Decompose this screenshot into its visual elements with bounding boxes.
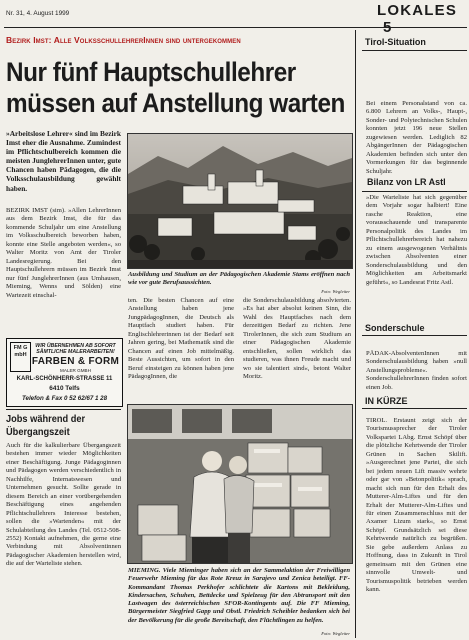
ad-address: KARL-SCHÖNHERR-STRASSE 11 — [16, 376, 113, 382]
sidebar-title-sonderschule: Sonderschule — [365, 323, 425, 333]
ad-city: 6410 Telfs — [49, 385, 80, 392]
ad-claim-line-2: SÄMTLICHE MALERARBEITEN! — [36, 349, 115, 356]
sidebar-text-sonderschule: PÄDAK-AbsolventenInnen mit Sonderschulausbildung haben »null Anstellungsprobleme«. SonderschullehrerInnen finden sofort einen Job. — [366, 350, 467, 391]
ad-phone: Telefon & Fax 0 52 62/67 1 28 — [21, 395, 108, 402]
photo2-caption: MIEMING. Viele Mieminger haben sich an der Sammelaktion der Freiwilligen Feuerwehr Mieming für das Rote Kreuz in Sarajevo und Zenica beteiligt. FF-Kommandant Thomas Perkhofer schlichtete die Kartons mit Bekleidung, Kindersachen, Schuhen, Bettdecke und Spielzeug für den Abtransport mit den Lastwagen des österreichischen SFOR-Kontingents auf. Die FF Mieming, Bürgermeister Siegfried Gapp und Obstl. Friedrich Scheibler bedanken sich bei der Bevölkerung für die große Bereitschaft, den Flüchtlingen zu helfen. — [128, 567, 350, 624]
section-name: LOKALES — [377, 2, 458, 19]
photo1-credit: Foto: Wegleiter — [321, 289, 350, 294]
headline-line-2: müssen auf Anstellung warten — [6, 88, 345, 118]
photo1-caption: Ausbildung und Studium an der Pädagogischen Akademie Stams eröffnen nach wie vor gute Berufsaussichten. — [128, 271, 350, 287]
sidebar-title-bilanz: Bilanz von LR Astl — [367, 177, 446, 187]
left-article-rule — [6, 409, 121, 410]
ad-logo — [10, 342, 31, 372]
ad-logo-text: FM GmbH — [13, 345, 28, 358]
sidebar-divider — [355, 30, 356, 638]
ad-farben-form — [6, 338, 123, 407]
article-column-1: BEZIRK IMST (sim). »Allen LehrerInnen aus dem Bezirk Imst, die für das kommende Schuljahr um eine Anstellung im Volksschulbereich beworben haben, konnte eine Stelle angeboten werden«, so Walter Moritz von Amt der Tiroler Landesregierung. Bei den Hauptschullehrern müssen im Bezirk Imst nur fünf JunglehrerInnen (aus Umhausen, Mieming, Wenns und Sölden) eine Wartezeit einschal- — [6, 207, 121, 299]
sidebar-title-tirol-situation: Tirol-Situation — [365, 37, 426, 47]
article-column-3: die Sonderschulausbildung absolvierten. »Es hat aber absolut keinen Sinn, die Wahl des Hauptfaches nach dem derzeitigen Bedarf zu richten. Jene TirolerInnen, die sich zum Studium an einer Pädagogischen Akademie entschließen, sollen wirklich das studieren, was ihnen Freude macht und wo sie talentiert sind«, betont Walter Moritz. — [243, 297, 351, 381]
sidebar-text-tirol-situation: Bei einem Personalstand von ca. 6.800 Lehrern an Volks-, Haupt-, Sonder- und Polytechnischen Schulen konnten jetzt 196 neue Stellen zugewiesen werden. Lediglich 82 AbgängerInnen der Pädagogischen Akademien befinden sich unter den Vormerkungen für das beginnende Schuljahr. — [366, 100, 467, 175]
kicker: Bezirk Imst: Alle VolksschullehrerInnen sind untergekommen — [6, 35, 241, 45]
left-article-body: Auch für die kalkulierbare Übergangszeit bestehen immer wieder Möglichkeiten einer Beschäftigung. Junge Pädagoginnen und Pädagogen werden verschiedentlich in Nachhilfe, Internatswesen und Unternehmen gesucht. Sollte gerade in diesem Bereich an einer vorübergehenden Beschäftigung eines angehenden Pflichtschullehrers Interesse bestehen, sollen die »Wartenden« mit der Schulabteilung des Landes (Tel. 0512-508-2552) Kontakt aufnehmen, die gerne eine Verbindung mit Absolventinnen Pädagogischer Akademien herstellen wird, die auf der Warteliste stehen. — [6, 442, 121, 568]
ad-subtitle: MALER GMBH — [60, 368, 91, 373]
left-article-headline: Jobs während der Übergangszeit — [6, 413, 86, 438]
sidebar-rule-1 — [362, 50, 467, 51]
article-column-2: ten. Die besten Chancen auf eine Anstellung haben jene JungpädagogInnen, die Deutsch als Hauptfach studiert haben. Für Englischlehrerinnen ist der Bedarf seit Jahren gering, bei Mathematik sind die Chancen auf einen Job mittelmäßig. Beste Aussichten, um sofort in den Beruf einsteigen zu können haben jene PädagogInnen, die — [128, 297, 234, 381]
ad-claim — [31, 343, 120, 355]
header-rule — [4, 27, 467, 28]
photo2-credit: Foto: Wegleiter — [321, 631, 350, 636]
date-line: Nr. 31, 4. August 1999 — [6, 10, 70, 17]
sidebar-rule-4 — [362, 408, 467, 409]
sidebar-text-in-kuerze: TIROL. Erstaunt zeigt sich der Tourismussprecher der Tiroler Volkspartei LAbg. Ernst Schöpf über die plötzliche Kehrtwende der Tiroler Grünen in Sachen Skilift. »Ausgerechnet jene Partei, die sich bei jedem neuen Lift massiv wehrte oder gar von »Betonpolitik« sprach, macht sich nun für den Erhalt des Mutterer-Alm-Liftes und für den Erhalt der Mutterer-Alm-Liftes und für einen Zusammenschluss mit der Axamer Lizum stark«, so Ernst Schöpf. Grundsätzlich sei diese Kehrtwende natürlich zu begrüßen. Sie gebe außerdem Anlass zu Hoffnung, dass in Zukunft in Tirol gemeinsam mit den Grünen eine sinnvolle Umwelt- und Tourismuspolitik betrieben werden kann. — [366, 417, 467, 594]
lead-paragraph: »Arbeitslose Lehrer« sind im Bezirk Imst eher die Ausnahme. Zumindest im Pflichtschulbereich kommen die meisten JunglehrerInnen unter, gute Chancen haben Pädagogen, die die Volksschulausbildung gewählt haben. — [6, 129, 121, 193]
headline-line-1: Nur fünf Hauptschullehrer — [6, 57, 296, 87]
sidebar-text-bilanz: »Die Warteliste hat sich gegenüber dem Vorjahr sogar halbiert! Eine rasche Reaktion, eine vorausschauende und transparente Personalpolitik des Landes im Pflichtschullehrerbereich hat nahezu zu einem ausgewogenen Verhältnis zwischen Absolventen einer Sonderschulausbildung und den Möglichkeiten am Arbeitsmarkt geführt«, so Landesrat Fritz Astl. — [366, 194, 467, 286]
sidebar-title-in-kuerze: IN KÜRZE — [365, 396, 408, 406]
ad-company: FARBEN & FORM — [31, 356, 120, 367]
headline — [6, 57, 345, 119]
sidebar-rule-2 — [362, 191, 467, 192]
photo-stams-academy — [127, 133, 353, 269]
photo-feuerwehr-mieming — [127, 404, 353, 564]
ad-claim-line-1: WIR ÜBERNEHMEN AB SOFORT — [35, 343, 116, 349]
sidebar-rule-3 — [362, 335, 467, 336]
section-title — [377, 2, 469, 36]
